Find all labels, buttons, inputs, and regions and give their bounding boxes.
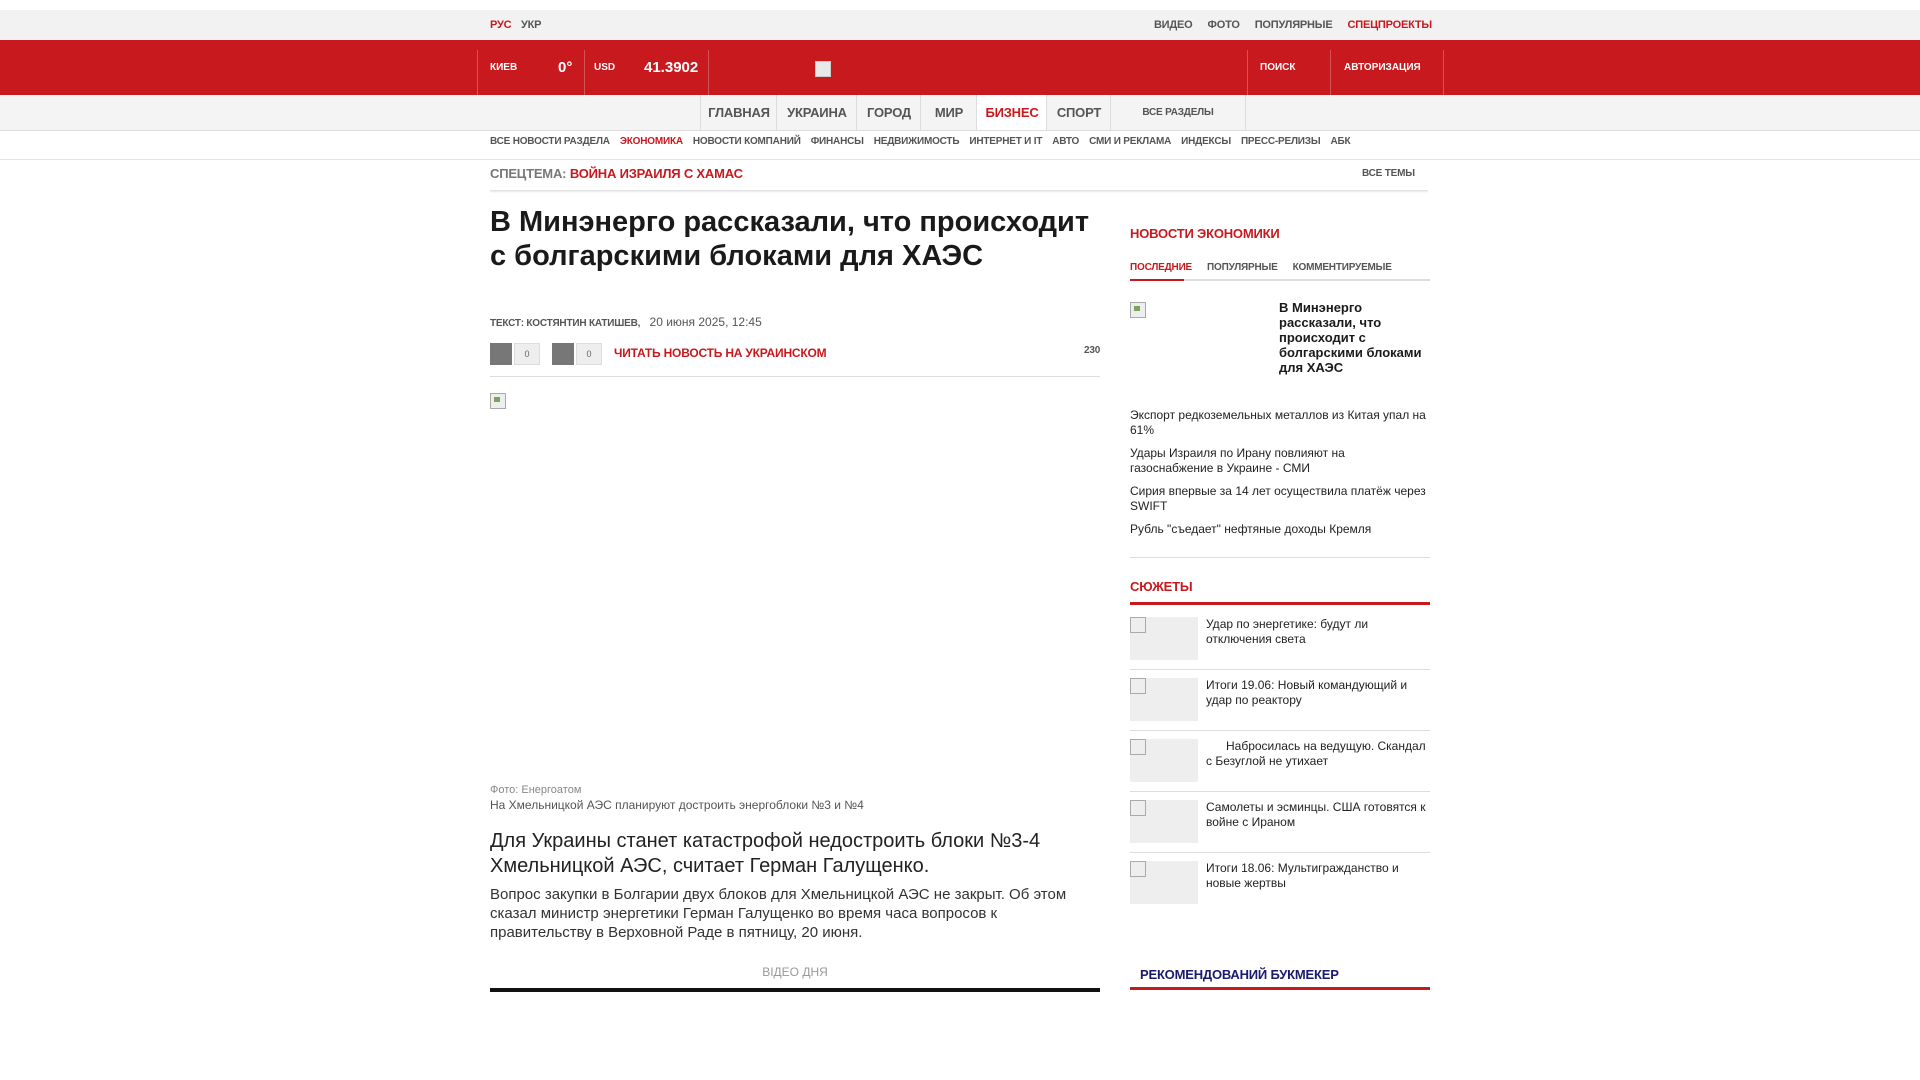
image-icon xyxy=(1130,800,1146,816)
story-thumb[interactable] xyxy=(1130,800,1198,843)
read-in-ukrainian-link[interactable]: ЧИТАТЬ НОВОСТЬ НА УКРАИНСКОМ xyxy=(614,346,827,360)
share-facebook[interactable] xyxy=(490,343,540,365)
subnav-abk[interactable]: АБК xyxy=(1330,136,1351,147)
article-meta xyxy=(490,315,762,329)
story-thumb[interactable] xyxy=(1130,678,1198,721)
photo-link[interactable]: ФОТО xyxy=(1207,19,1240,31)
tab-city[interactable]: ГОРОД xyxy=(856,95,921,130)
feature-news-link[interactable]: В Минэнерго рассказали, что происходит с болгарскими блоками для ХАЭС xyxy=(1279,300,1422,375)
lang-ua-link[interactable]: УКР xyxy=(521,19,542,31)
story-item[interactable] xyxy=(1130,608,1430,670)
main-nav xyxy=(0,95,1920,131)
story-title[interactable]: Набросилась на ведущую. Скандал с Безуглой не утихает xyxy=(1206,739,1426,768)
header-bar xyxy=(0,40,1920,95)
sidebar-tabs xyxy=(1130,262,1392,273)
article-lead: Для Украины станет катастрофой недостроить блоки №3-4 Хмельницкой АЭС, считает Герман Галущенко. xyxy=(490,830,1041,877)
tab-business[interactable]: БИЗНЕС xyxy=(976,95,1047,130)
economy-news-header[interactable]: НОВОСТИ ЭКОНОМИКИ xyxy=(1130,226,1280,241)
story-thumb[interactable] xyxy=(1130,861,1198,904)
news-item[interactable]: Рубль "съедает" нефтяные доходы Кремля xyxy=(1130,522,1372,536)
image-icon xyxy=(1130,617,1146,633)
story-item[interactable] xyxy=(1130,669,1430,731)
subnav-all-news[interactable]: ВСЕ НОВОСТИ РАЗДЕЛА xyxy=(490,136,610,147)
news-item[interactable]: Удары Израиля по Ирану повлияют на газоснабжение в Украине - СМИ xyxy=(1130,446,1345,475)
top-bar xyxy=(0,10,1920,40)
search-button[interactable]: ПОИСК xyxy=(1260,62,1296,73)
article-date: 20 июня 2025, 12:45 xyxy=(649,315,762,329)
story-title[interactable]: Итоги 19.06: Новый командующий и удар по реактору xyxy=(1206,678,1408,707)
spectema-topic-link[interactable]: ВОЙНА ИЗРАИЛЯ С ХАМАС xyxy=(569,166,743,181)
subnav-economy[interactable]: ЭКОНОМИКА xyxy=(619,136,683,147)
tab-latest[interactable]: ПОСЛЕДНИЕ xyxy=(1130,262,1193,273)
specprojects-link[interactable]: СПЕЦПРОЕКТЫ xyxy=(1347,19,1432,31)
image-icon xyxy=(1130,739,1146,755)
lang-ru-link[interactable]: РУС xyxy=(490,19,512,31)
telegram-icon[interactable] xyxy=(552,343,574,365)
video-link[interactable]: ВИДЕО xyxy=(1153,19,1193,31)
currency-value: 41.3902 xyxy=(644,59,699,76)
sub-nav xyxy=(490,136,1350,147)
story-title[interactable]: Удар по энергетике: будут ли отключения света xyxy=(1206,617,1369,646)
temperature: 0° xyxy=(558,59,573,76)
image-icon xyxy=(1130,861,1146,877)
top-links xyxy=(1154,19,1432,31)
share-telegram[interactable] xyxy=(552,343,602,365)
subnav-company-news[interactable]: НОВОСТИ КОМПАНИЙ xyxy=(692,136,801,147)
subnav-auto[interactable]: АВТО xyxy=(1052,136,1080,147)
logo-image-icon[interactable] xyxy=(815,61,831,77)
tab-commented[interactable]: КОММЕНТИРУЕМЫЕ xyxy=(1292,262,1392,273)
bookmaker-header: РЕКОМЕНДОВАНИЙ БУКМЕКЕР xyxy=(1140,967,1339,982)
article-body: Вопрос закупки в Болгарии двух блоков для Хмельницкой АЭС не закрыт. Об этом сказал министр энергетики Герман Галущенко во время часа вопросов к правительству в Верховной Раде в пятницу, 20 июня. xyxy=(490,886,1067,941)
facebook-icon[interactable] xyxy=(490,343,512,365)
subnav-finance[interactable]: ФИНАНСЫ xyxy=(810,136,864,147)
story-item[interactable] xyxy=(1130,730,1430,792)
stories-header[interactable]: СЮЖЕТЫ xyxy=(1130,579,1193,594)
news-item[interactable]: Сирия впервые за 14 лет осуществила платёж через SWIFT xyxy=(1130,484,1426,513)
all-topics-link[interactable]: ВСЕ ТЕМЫ xyxy=(1362,168,1415,179)
tab-main[interactable]: ГЛАВНАЯ xyxy=(700,95,777,130)
photo-caption: На Хмельницкой АЭС планируют достроить энергоблоки №3 и №4 xyxy=(490,798,864,812)
tab-world[interactable]: МИР xyxy=(920,95,977,130)
subnav-real-estate[interactable]: НЕДВИЖИМОСТЬ xyxy=(873,136,960,147)
share-count: 0 xyxy=(576,343,602,365)
video-of-day-label: ВІДЕО ДНЯ xyxy=(762,965,828,979)
spectema-label: СПЕЦТЕМА: xyxy=(490,166,567,181)
subnav-indexes[interactable]: ИНДЕКСЫ xyxy=(1181,136,1231,147)
news-item[interactable]: Экспорт редкоземельных металлов из Китая упал на 61% xyxy=(1130,408,1426,437)
image-icon xyxy=(1130,678,1146,694)
tab-popular[interactable]: ПОПУЛЯРНЫЕ xyxy=(1207,262,1278,273)
story-title[interactable]: Самолеты и эсминцы. США готовятся к войне с Ираном xyxy=(1206,800,1426,829)
story-item[interactable] xyxy=(1130,852,1430,913)
tab-all-sections[interactable]: ВСЕ РАЗДЕЛЫ xyxy=(1110,95,1246,130)
spectema xyxy=(490,166,743,181)
subnav-internet-it[interactable]: ИНТЕРНЕТ И IT xyxy=(969,136,1043,147)
feature-thumb-icon[interactable] xyxy=(1130,302,1146,318)
story-thumb[interactable] xyxy=(1130,739,1198,782)
subnav-press-releases[interactable]: ПРЕСС-РЕЛИЗЫ xyxy=(1240,136,1321,147)
tab-sport[interactable]: СПОРТ xyxy=(1046,95,1111,130)
currency-label: USD xyxy=(594,62,616,73)
auth-button[interactable]: АВТОРИЗАЦИЯ xyxy=(1344,62,1421,73)
story-item[interactable] xyxy=(1130,791,1430,853)
story-thumb[interactable] xyxy=(1130,617,1198,660)
article-title: В Минэнерго рассказали, что происходит с болгарскими блоками для ХАЭС xyxy=(490,206,1090,272)
article-author[interactable]: ТЕКСТ: КОСТЯНТИН КАТИШЕВ, xyxy=(490,318,641,329)
view-count: 230 xyxy=(1084,345,1101,356)
popular-link[interactable]: ПОПУЛЯРНЫЕ xyxy=(1254,19,1333,31)
subnav-media[interactable]: СМИ И РЕКЛАМА xyxy=(1089,136,1172,147)
photo-credit: Фото: Енергоатом xyxy=(490,784,582,796)
city-label: КИЕВ xyxy=(490,62,518,73)
article-image-icon xyxy=(490,393,506,409)
share-count: 0 xyxy=(514,343,540,365)
story-title[interactable]: Итоги 18.06: Мультигражданство и новые жертвы xyxy=(1206,861,1399,890)
tab-ukraine[interactable]: УКРАИНА xyxy=(776,95,857,130)
